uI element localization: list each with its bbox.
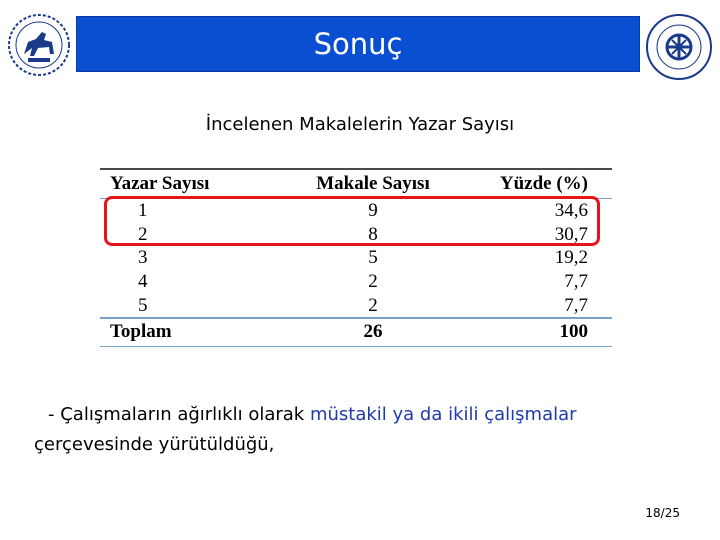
- university-logo-right: [644, 12, 714, 82]
- table-cell: 26: [288, 318, 458, 345]
- column-header: Yüzde (%): [458, 170, 612, 199]
- table-cell: 5: [138, 294, 148, 316]
- table-cell: 4: [138, 270, 148, 292]
- author-count-table: [100, 168, 612, 347]
- table-cell: 2: [138, 223, 148, 245]
- table-cell: 7,7: [564, 270, 588, 292]
- table-cell: 3: [138, 247, 148, 269]
- table-caption: İncelenen Makalelerin Yazar Sayısı: [205, 114, 515, 135]
- table-cell: 2: [368, 294, 378, 316]
- table-cell: 9: [368, 199, 378, 221]
- column-header: Yazar Sayısı: [100, 170, 288, 199]
- table-row: [100, 270, 612, 294]
- table-cell: 100: [458, 318, 612, 345]
- note-line: [34, 400, 674, 430]
- table-cell: 1: [138, 199, 148, 221]
- table-row: [100, 246, 612, 270]
- table-header-row: [100, 170, 612, 199]
- table-cell: 34,6: [554, 199, 588, 221]
- title-bar: [76, 16, 640, 72]
- page-number: 18/25: [645, 506, 680, 520]
- table-row: [100, 294, 612, 319]
- note-prefix: - Çalışmaların ağırlıklı olarak: [48, 404, 310, 425]
- table-cell: 5: [368, 247, 378, 269]
- university-logo-left: [6, 12, 72, 78]
- table-cell: 8: [368, 223, 378, 245]
- table-cell: 2: [368, 270, 378, 292]
- table-cell: Toplam: [100, 318, 288, 345]
- highlight-rectangle: [104, 196, 600, 246]
- column-header: Makale Sayısı: [288, 170, 458, 199]
- table-cell: 7,7: [564, 294, 588, 316]
- table-cell: 19,2: [554, 247, 588, 269]
- note-suffix: çerçevesinde yürütüldüğü,: [34, 434, 275, 455]
- table-total-row: [100, 318, 612, 345]
- note-emphasis: müstakil ya da ikili çalışmalar: [309, 404, 577, 425]
- slide-title: Sonuç: [313, 27, 403, 61]
- conclusion-note: [34, 400, 674, 460]
- table-cell: 30,7: [554, 223, 588, 245]
